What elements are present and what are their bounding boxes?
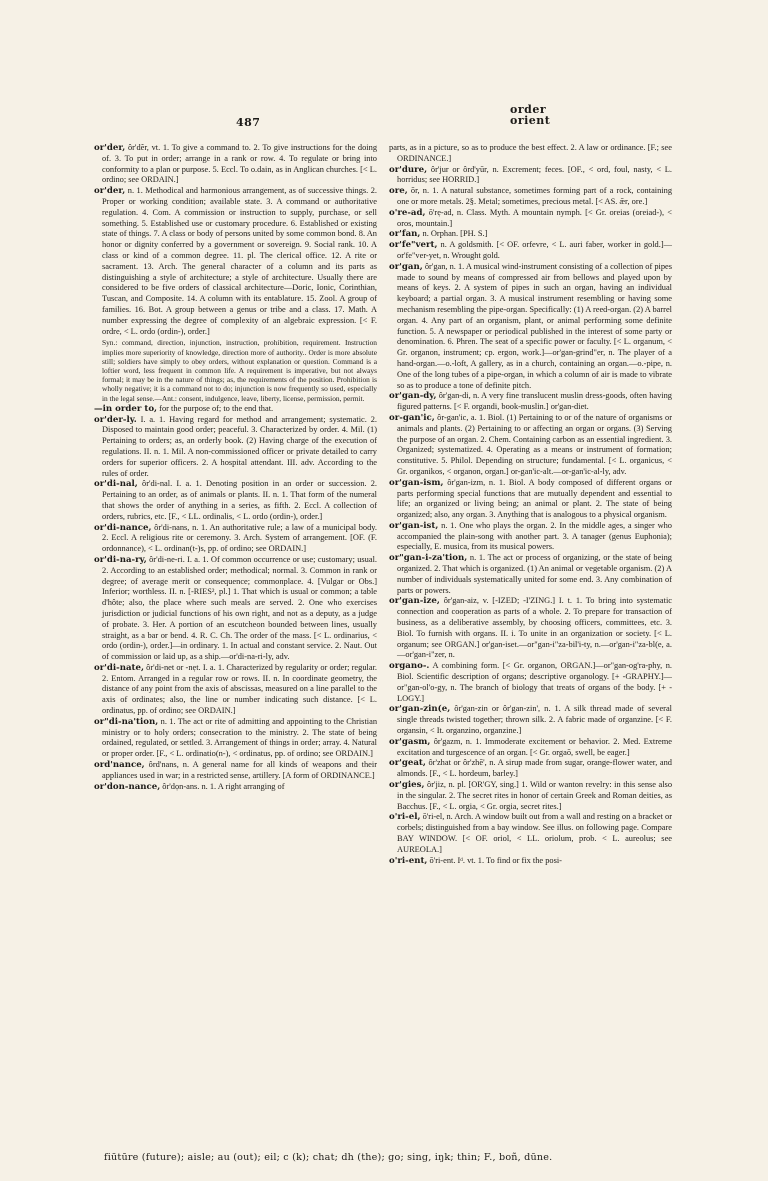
headword: or'gan, (389, 261, 423, 272)
headword: o're-ad, (389, 207, 426, 218)
definition-text: I. a. 1. Having regard for method and arrangement; systematic. 2. Disposed to maintain good order; peaceful. 3. Characterized by order. 4. Mil. (1) Pertaining to orders; as, an orderly book. (2) Having charge of the execution of regulations. II. n. 1. Mil. A non-commissioned officer or private detailed to carry orders for superior officers. 2. A hospital attendant. III. adv. According to the rules of order. (102, 414, 377, 478)
definition-text: ō'ri-el, n. Arch. A window built out from a wall and resting on a bracket or corbels; distinguished from a bay window. See illus. on following page. Compare BAY WINDOW. [< OF. oriol, < LL. oriolum, prob. < L. aureolus; see AUREOLA.] (397, 812, 672, 854)
definition-text: for the purpose of; to the end that. (159, 403, 274, 413)
headword: ore, (389, 186, 408, 197)
dictionary-entry (94, 143, 377, 186)
dictionary-entry (94, 782, 377, 793)
dictionary-entry (94, 186, 377, 337)
headword: or'di-nance, (94, 522, 152, 533)
definition-text: n. A goldsmith. [< OF. orfevre, < L. auri faber, worker in gold.]—or'fe"ver-yet, n. Wrought gold. (397, 240, 672, 260)
headword: or'gan-ize, (389, 596, 440, 607)
dictionary-entry (389, 186, 672, 208)
synonym-note: Syn.: command, direction, injunction, instruction, prohibition, requirement. Instruction implies more superiority of knowledge, direction more of authority.. Order is more absolute still; soldiers have simply to obey orders, without explanation or question. Command is a loftier word, less frequent in common life. A requirement is imperative, but not always formal; it may be in the nature of things; as, the requirements of the position. Prohibition is wholly negative; it is a command not to do; injunction is now frequently so used, especially in the legal sense.—Ant.: consent, indulgence, leave, liberty, license, permission, permit. (102, 338, 377, 403)
headword: or'don-nance, (94, 781, 161, 792)
dictionary-entry (389, 262, 672, 392)
dictionary-entry (94, 760, 377, 782)
dictionary-entry (389, 413, 672, 478)
dictionary-entry (389, 165, 672, 187)
definition-text: ôr'dẽr, vt. 1. To give a command to. 2. To give instructions for the doing of. 3. To put in order; arrange in a rank or row. 4. To regulate or bring into conformity to a plan or purpose. 5. Eccl. To o.dain, as in Anglican churches. [< L. ordino; see ORDAIN.] (102, 143, 377, 185)
definition-text: n. 1. The act or process of organizing, or the state of being organized. 2. That which is organized. (1) An animal or vegetable organism. (2) A number of individuals systematically united for some end. 3. Any combination of parts or powers. (397, 553, 672, 595)
headword: o'ri-el, (389, 812, 421, 823)
dictionary-entry (389, 596, 672, 661)
definition-text: ôr-gan'ic, a. 1. Biol. (1) Pertaining to or of the nature of organisms or animals and plants. (2) Pertaining to or affecting an organ or organs. (3) Serving the purpose of an organ. 2. Chem. Containing carbon as an essential ingredient. 3. Organized; systematized. 4. Operating as a means or instrument of formation; constitutive. 5. Philol. Depending on structure; fundamental. [< L. organicus, < Gr. organikos, < organon, organ.] or-gan'ic-alt.—or-gan'ic-al-ly, adv. (397, 412, 672, 476)
pronunciation-key: fiūtūre (future); aisle; au (out); eil; c (k); chat; dh (the); go; sing, iŋk; thin; F., boñ, dūne. (104, 1152, 553, 1163)
headword: or'gasm, (389, 736, 431, 747)
headword: or'fe"vert, (389, 240, 438, 251)
dictionary-entry (389, 208, 672, 230)
headword: or"gan-i-za'tion, (389, 553, 468, 564)
headword: or'gan-ist, (389, 520, 439, 531)
definition-text: ôr'di-nans, n. 1. An authoritative rule; a law of a municipal body. 2. Eccl. A religious rite or ceremony. 3. Arch. System of arrangement. [OF. (F. ordonnance), < L. ordinan(t-)s, pp. of ordino; see ORDAIN.] (102, 522, 377, 554)
dictionary-entry (389, 780, 672, 812)
dictionary-entry (94, 555, 377, 663)
definition-text: A combining form. [< Gr. organon, ORGAN.]—or"gan-og'ra-phy, n. Biol. Scientific description of organs; descriptive organology. [+ -GRAPHY.]—or"gan-ol'o-gy, n. The branch of biology that treats of organs of the body. [+ -LOGY.] (397, 661, 672, 703)
definition-text: ôr'gan-aiz, v. [-IZED; -I'ZING.] I. t. 1. To bring into systematic connection and cooperation as parts of a whole. 2. To prepare for transaction of business, as a deliberative assembly, by choosing officers, committees, etc. 3. Biol. To furnish with organs. II. i. To unite in an organization or society. [< L. organum; see ORGAN.] or'gan-iset.—or"gan-i"za-bil'i-ty, n.—or'gan-i"za-bl(e, a.—or'gan-i"zer, n. (397, 596, 672, 660)
dictionary-entry (389, 812, 672, 855)
definition-text: n. 1. The act or rite of admitting and appointing to the Christian ministry or to holy orders; consecration to the ministry. 2. The state of being ordained, regulated, or settled. 3. Arrangement of things in order; array. 4. Natural or proper order. [F., < L. ordinatio(n-), < ordinatus, pp. of ordino; see ORDAIN.] (102, 716, 377, 759)
dictionary-entry (94, 663, 377, 717)
definition-text: n. Orphan. [PH. S.] (422, 229, 488, 239)
headword: or"di-na'tion, (94, 716, 159, 727)
headword: organo-. (389, 661, 430, 672)
headword: ord'nance, (94, 760, 145, 771)
headword: o'ri-ent, (389, 855, 428, 866)
headword: or'dure, (389, 164, 428, 175)
dictionary-entry (389, 737, 672, 759)
definition-text: ôr'gazm, n. 1. Immoderate excitement or behavior. 2. Med. Extreme excitation and turgescence of an organ. [< Gr. orgaō, swell, be eager.] (397, 736, 672, 757)
dictionary-entry (389, 758, 672, 780)
definition-text: ôr'zhat or ôr'zhē', n. A sirup made from sugar, orange-flower water, and almonds. [F., < L. hordeum, barley.] (397, 758, 672, 779)
definition-text: ō'rẹ-ad, n. Class. Myth. A mountain nymph. [< Gr. oreias (oreiad-), < oros, mountain.] (397, 207, 672, 228)
headword: or'gies, (389, 780, 425, 791)
headword: or'di-nal, (94, 479, 138, 490)
headword: or'gan-ism, (389, 477, 444, 488)
guide-word-last: orient (510, 114, 551, 127)
definition-text: ôr'di-ne-ri. I. a. 1. Of common occurrence or use; customary; usual. 2. According to an established order; methodical; normal. 3. Common in rank or degree; of average merit or consequence; commonplace. 4. [Vulgar or Obs.] Inferior; worthless. II. n. [-RIES², pl.] 1. That which is usual or common; a table d'hôte; also, the place where such meals are served. 2. One who exercises jurisdiction or judicial functions of his own right, and not as a deputy, as a judge of probate. 3. Her. A portion of an escutcheon bounded between lines, usually straight, as a bar or bend. 4. R. C. Ch. The order of the mass. [< L. ordinarius, < ordo (ordin-), order.]—in ordinary. 1. In actual and constant service. 2. Naut. Out of commission or laid up, as a ship.—or'di-na-ri-ly, adv. (102, 554, 377, 662)
right-column (389, 143, 672, 1148)
headword: or'di-na-ry, (94, 554, 147, 565)
definition-text: n. 1. Methodical and harmonious arrangement, as of successive things. 2. Proper or working condition; available state. 3. A command or authoritative regulation. 4. Com. A commission or instruction to supply, purchase, or sell something. 5. Established use or customary procedure. 6. Established or existing state of things. 7. A class or body of persons united by some common bond. 8. An honor or dignity conferred by a government or sovereign. 9. Social rank. 10. A class or kind of a common degree. 11. pl. The clerical office. 12. A rite or sacrament. 13. Arch. The general character of a column and its parts as distinguishing a style of architecture; a style of architecture. Usually there are considered to be five orders of classical architecture—Doric, Ionic, Corinthian, Tuscan, and Composite. 14. A column with its entablature. 15. Zool. A group of families. 16. Bot. A group between a genus or tribe and a class. 17. Math. A number expressing the degree of complexity of an algebraic expression. [< F. ordre, < L. ordo (ordin-), order.] (102, 186, 377, 336)
definition-text: ôr'jiz, n. pl. [OR'GY, sing.] 1. Wild or wanton revelry: in this sense also in the singular. 2. The secret rites in honor of certain Greek and Roman deities, as Bacchus. [F., < L. orgia, < Gr. orgia, secret rites.] (397, 780, 672, 811)
dictionary-entry (389, 704, 672, 736)
headword: or-gan'ic, (389, 412, 435, 423)
headword: or'der, (94, 186, 126, 197)
dictionary-entry (94, 523, 377, 555)
definition-text: ôr'di-nal. I. a. 1. Denoting position in an order or succession. 2. Pertaining to an order, as of animals or plants. II. n. 1. That form of the numeral that shows the order of anything in a series, as fifth. 2. Eccl. A collection of orders, rubrics, etc. [F., < LL. ordinalis, < L. ordo (ordin-), order.] (102, 479, 377, 521)
definition-text: ôr'gan, n. 1. A musical wind-instrument consisting of a collection of pipes made to sound by means of compressed air from bellows and played upon by means of keys. 2. A system of pipes in such an organ, having an individual keyboard; a partial organ. 3. A musical instrument resembling or having some mechanism resembling the pipe-organ. Specifically: (1) A reed-organ. (2) A barrel organ. 4. Any part of an organism, plant, or animal performing some definite function. 5. A newspaper or periodical published in the interest of some party or denomination. 6. Phren. The seat of a specific power or faculty. [< L. organum, < Gr. organon, instrument; cp. ergon, work.]—or'gan-grind"er, n. The player of a hand-organ.—o.-loft, A gallery, as in a church, containing an organ.—o.-pipe, n. One of the long tubes of a pipe-organ, in which a column of air is made to vibrate so as to produce a tone of definite pitch. (397, 261, 672, 390)
dictionary-entry (94, 717, 377, 760)
headword: or'di-nate, (94, 662, 144, 673)
headword: or'fan, (389, 229, 421, 240)
headword: or'der-ly. (94, 414, 137, 425)
definition-text: ôr'gan-izm, n. 1. Biol. A body composed of different organs or parts performing special functions that are mutually dependent and essential to life; an organized or living being; an animal or plant. 2. The state of being organized; also, any organ. 3. Anything that is analogous to a physical organism. (397, 477, 672, 520)
definition-text: n. 1. One who plays the organ. 2. In the middle ages, a singer who accompanied the plain-song with another part. 3. A tanager (genus Euphonia); especially, E. musica, from its musical powers. (397, 520, 672, 552)
definition-text: ôr'di-net or -nẹt. I. a. 1. Characterized by regularity or order; regular. 2. Entom. Arranged in a regular row or rows. II. n. In coordinate geometry, the distance of any point from the axis of abscissas, measured on a line parallel to the axis of ordinates; also, the line or number indicating such distance. [< L. ordinatus, pp. of ordino; see ORDAIN.] (102, 662, 377, 716)
definition-text: ôr'jur or ôrd'yūr, n. Excrement; feces. [OF., < ord, foul, nasty, < L. horridus; see HORRID.] (397, 164, 672, 185)
left-column (94, 143, 377, 1148)
definition-text: ōr, n. 1. A natural substance, sometimes forming part of a rock, containing one or more metals. 2§. Metal; sometimes, precious metal. [< AS. ǣr, ore.] (397, 186, 672, 206)
dictionary-entry (389, 661, 672, 704)
definition-text: ôrd'nans, n. A general name for all kinds of weapons and their appliances used in war; in a restricted sense, artillery. [A form of ORDINANCE.] (102, 760, 377, 780)
dictionary-entry (94, 479, 377, 522)
headword: or'der, (94, 143, 126, 153)
headword: —in order to, (94, 403, 158, 414)
headword: or'geat, (389, 758, 426, 769)
dictionary-entry (389, 553, 672, 596)
definition-text: ôr'gan-zin or ôr'gan-zin', n. 1. A silk thread made of several single threads twisted together; thrown silk. 2. A fabric made of organzine. [< F. organsin, < It. organzino, organzine.] (397, 704, 672, 736)
dictionary-entry (389, 521, 672, 553)
dictionary-entry (389, 391, 672, 413)
guide-word-first: order (510, 103, 547, 116)
dictionary-entry (389, 240, 672, 262)
dictionary-entry (389, 229, 672, 240)
definition-text: parts, as in a picture, so as to produce the best effect. 2. A law or ordinance. [F.; see ORDINANCE.] (389, 143, 672, 163)
definition-text: ôr'gan-di, n. A very fine translucent muslin dress-goods, often having figured patterns. [< F. organdi, book-muslin.] or'gan-diet. (397, 391, 672, 412)
guide-words (510, 104, 550, 126)
dictionary-entry (389, 856, 672, 867)
headword: or'gan-dy, (389, 391, 437, 402)
headword: or'gan-zin(e, (389, 704, 451, 715)
dictionary-entry (94, 404, 377, 415)
dictionary-entry (389, 143, 672, 165)
page-number: 487 (236, 116, 261, 129)
definition-text: ôr'dọn-ans. n. 1. A right arranging of (162, 781, 285, 791)
dictionary-entry (94, 415, 377, 480)
dictionary-entry (389, 478, 672, 521)
definition-text: ō'ri-ent. Iᵈ. vt. 1. To find or fix the posi- (429, 855, 562, 865)
